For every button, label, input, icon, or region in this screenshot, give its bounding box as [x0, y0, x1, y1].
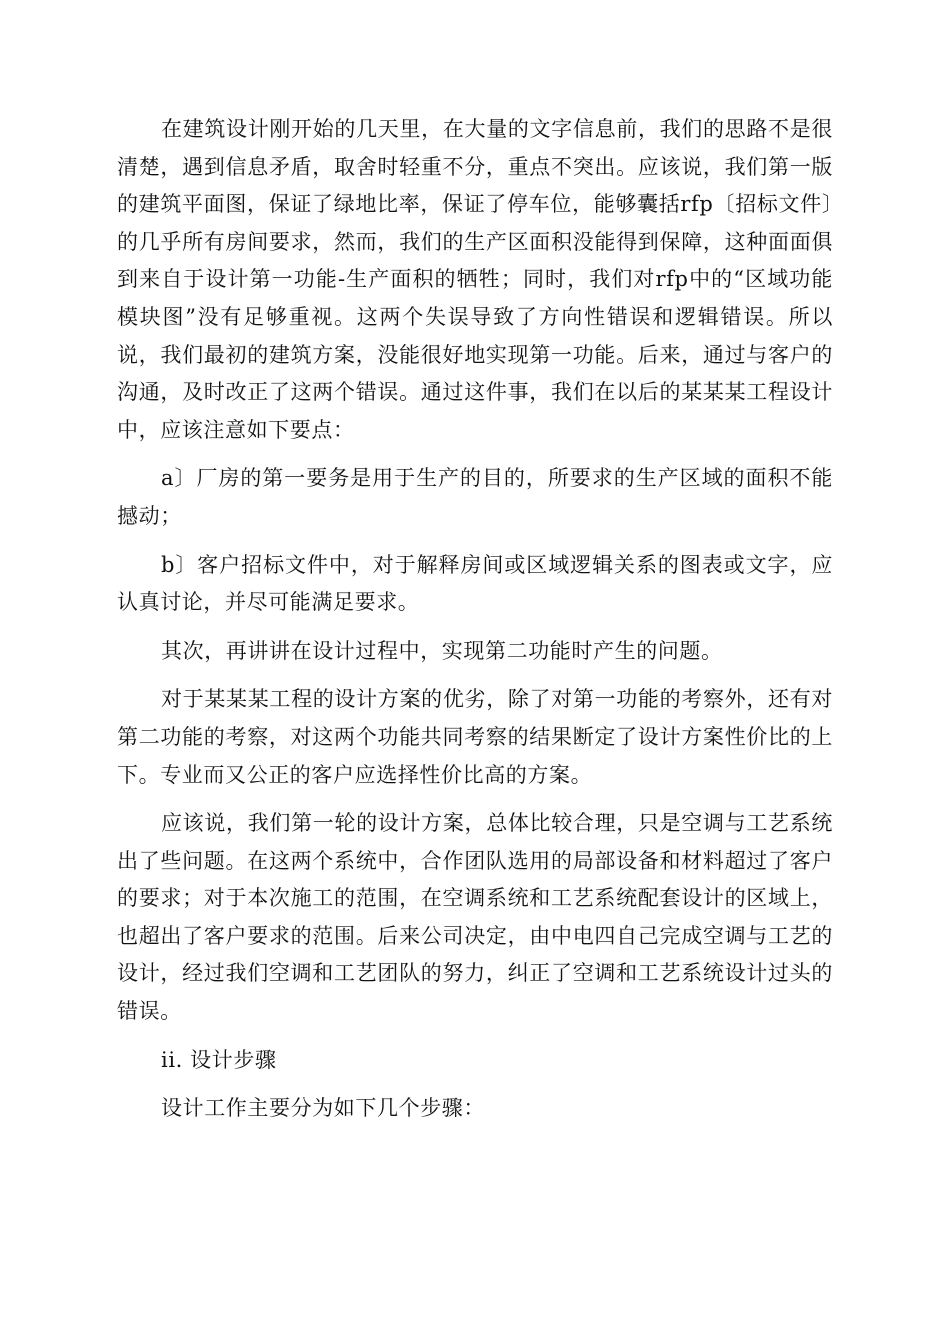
paragraph-evaluation: 对于某某某工程的设计方案的优劣，除了对第一功能的考察外，还有对第二功能的考察，对这两个功能共同考察的结果断定了设计方案性价比的上下。专业而又公正的客户应选择性价比高的方案。 — [117, 687, 833, 787]
paragraph-point-a: a〕厂房的第一要务是用于生产的目的，所要求的生产区域的面积不能撼动； — [117, 466, 833, 528]
document-body — [117, 111, 833, 1139]
paragraph-second-function-intro: 其次，再讲讲在设计过程中，实现第二功能时产生的问题。 — [161, 638, 723, 663]
section-heading-design-steps: ii. 设计步骤 — [161, 1047, 277, 1072]
paragraph-point-b: b〕客户招标文件中，对于解释房间或区域逻辑关系的图表或文字，应认真讨论，并尽可能满足要求。 — [117, 552, 833, 615]
paragraph-first-round: 应该说，我们第一轮的设计方案，总体比较合理，只是空调与工艺系统出了些问题。在这两个系统中，合作团队选用的局部设备和材料超过了客户的要求；对于本次施工的范围，在空调系统和工艺系统配套设计的区域上，也超出了客户要求的范围。后来公司决定，由中电四自己完成空调与工艺的设计，经过我们空调和工艺团队的努力，纠正了空调和工艺系统设计过头的错误。 — [117, 811, 833, 1024]
paragraph-design-issues: 在建筑设计刚开始的几天里，在大量的文字信息前，我们的思路不是很清楚，遇到信息矛盾，取舍时轻重不分，重点不突出。应该说，我们第一版的建筑平面图，保证了绿地比率，保证了停车位，能够囊括rfp〔招标文件〕的几乎所有房间要求，然而，我们的生产区面积没能得到保障，这种面面俱到来自于设计第一功能-生产面积的牺牲；同时，我们对rfp中的“区域功能模块图”没有足够重视。这两个失误导致了方向性错误和逻辑错误。所以说，我们最初的建筑方案，没能很好地实现第一功能。后来，通过与客户的沟通，及时改正了这两个错误。通过这件事，我们在以后的某某某工程设计中，应该注意如下要点： — [117, 117, 833, 442]
paragraph-steps-intro: 设计工作主要分为如下几个步骤： — [161, 1096, 485, 1121]
